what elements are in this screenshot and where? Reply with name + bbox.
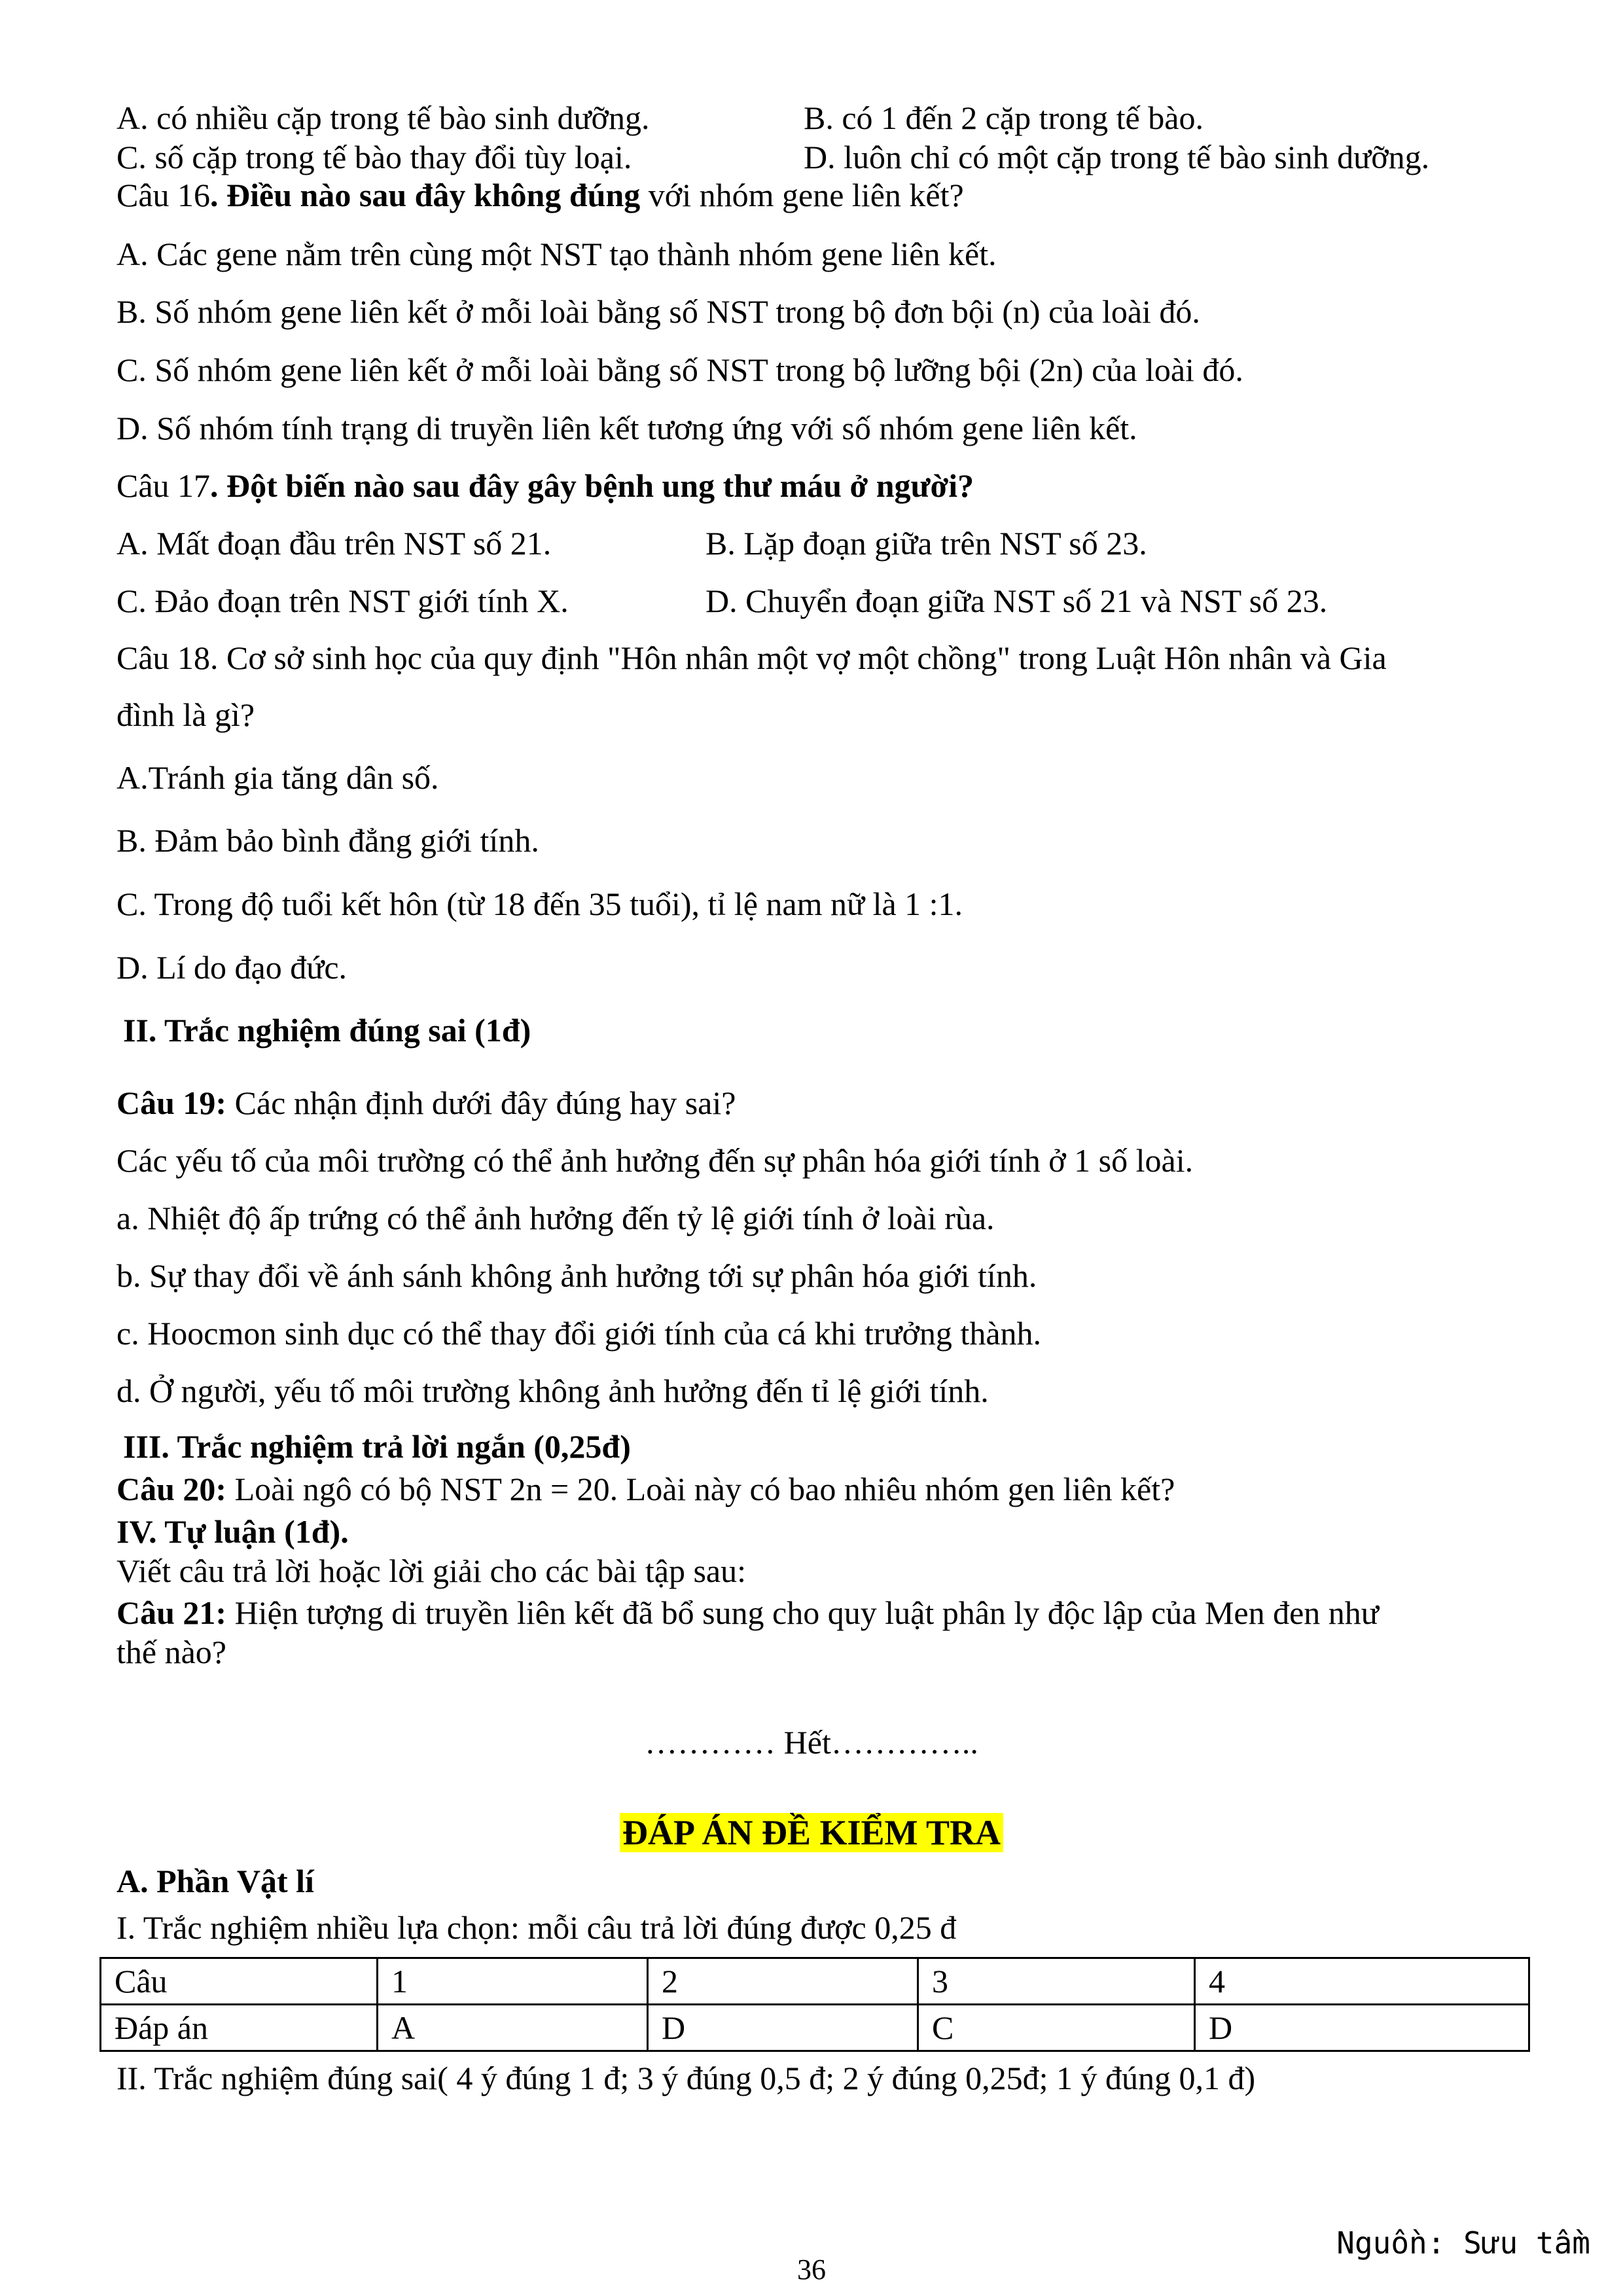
q17-option-d: D. Chuyển đoạn giữa NST số 21 và NST số 23. — [705, 583, 1328, 619]
q19-stem — [116, 1083, 736, 1122]
answer-mc-note: I. Trắc nghiệm nhiều lựa chọn: mỗi câu trả lời đúng được 0,25 đ — [116, 1909, 957, 1946]
answer-table-answer-row — [101, 2005, 1529, 2051]
q18-option-b: B. Đảm bảo bình đẳng giới tính. — [116, 822, 539, 859]
q19-statement-b: b. Sự thay đổi về ánh sánh không ảnh hưởng tới sự phân hóa giới tính. — [116, 1257, 1037, 1294]
q19-prefix: Câu 19: — [116, 1085, 227, 1121]
section-2-title: II. Trắc nghiệm đúng sai (1đ) — [123, 1012, 531, 1049]
answer-key-heading — [0, 1813, 1623, 1853]
section-4-instruction: Viết câu trả lời hoặc lời giải cho các bài tập sau: — [116, 1552, 746, 1589]
q16-stem-after: với nhóm gene liên kết? — [640, 177, 964, 213]
answer-table-header-row — [101, 1958, 1529, 2005]
q18-option-a: A.Tránh gia tăng dân số. — [116, 759, 439, 796]
q19-statement-d: d. Ở người, yếu tố môi trường không ảnh hưởng đến tỉ lệ giới tính. — [116, 1372, 989, 1409]
section-3-title: III. Trắc nghiệm trả lời ngắn (0,25đ) — [123, 1428, 631, 1465]
q16-stem — [116, 175, 964, 215]
q18-stem-line1: Câu 18. Cơ sở sinh học của quy định "Hôn nhân một vợ một chồng" trong Luật Hôn nhân và Gia — [116, 639, 1387, 676]
answer-table-answer-3: C — [918, 2005, 1195, 2051]
q17-stem — [116, 466, 974, 505]
q16-option-d: D. Số nhóm tính trạng di truyền liên kết tương ứng với số nhóm gene liên kết. — [116, 410, 1137, 446]
answer-tf-note: II. Trắc nghiệm đúng sai( 4 ý đúng 1 đ; 3 ý đúng 0,5 đ; 2 ý đúng 0,25đ; 1 ý đúng 0,1 đ) — [116, 2060, 1256, 2096]
q19-statement-a: a. Nhiệt độ ấp trứng có thể ảnh hưởng đến tỷ lệ giới tính ở loài rùa. — [116, 1200, 995, 1236]
answer-table-answer-4: D — [1195, 2005, 1529, 2051]
source-footer: Nguồn: Sưu tầm — [1336, 2225, 1590, 2261]
q15-option-b: B. có 1 đến 2 cặp trong tế bào. — [804, 99, 1204, 136]
page-number: 36 — [797, 2253, 826, 2286]
q19-intro: Các yếu tố của môi trường có thể ảnh hưởng đến sự phân hóa giới tính ở 1 số loài. — [116, 1142, 1194, 1179]
q21-stem-line2: thế nào? — [116, 1634, 226, 1670]
q17-option-b: B. Lặp đoạn giữa trên NST số 23. — [705, 525, 1147, 562]
q20-stem-text: Loài ngô có bộ NST 2n = 20. Loài này có bao nhiêu nhóm gen liên kết? — [226, 1471, 1175, 1507]
answer-key-title: ĐÁP ÁN ĐỀ KIỂM TRA — [620, 1813, 1003, 1852]
q17-stem-text: . Đột biến nào sau đây gây bệnh ung thư máu ở người? — [210, 467, 974, 504]
q18-stem-line2: đình là gì? — [116, 696, 255, 733]
answer-table-answer-1: A — [378, 2005, 648, 2051]
answer-table-question-1: 1 — [378, 1958, 648, 2005]
q16-prefix: Câu 16 — [116, 177, 211, 213]
answer-table-question-3: 3 — [918, 1958, 1195, 2005]
answer-table-header-label: Câu — [101, 1958, 378, 2005]
answer-part-a-title: A. Phần Vật lí — [116, 1863, 314, 1899]
q16-stem-before: . Điều nào sau đây — [210, 177, 474, 213]
q17-prefix: Câu 17 — [116, 467, 211, 504]
q15-option-a: A. có nhiều cặp trong tế bào sinh dưỡng. — [116, 99, 650, 136]
q21-prefix: Câu 21: — [116, 1594, 227, 1631]
q18-option-c: C. Trong độ tuổi kết hôn (từ 18 đến 35 tuổi), tỉ lệ nam nữ là 1 :1. — [116, 886, 963, 922]
q18-option-d: D. Lí do đạo đức. — [116, 949, 348, 986]
end-mark: ………… Hết………….. — [645, 1724, 978, 1761]
answer-table-question-4: 4 — [1195, 1958, 1529, 2005]
q21-stem-line1 — [116, 1593, 1379, 1632]
q15-option-d: D. luôn chỉ có một cặp trong tế bào sinh dưỡng. — [804, 139, 1430, 175]
q16-option-a: A. Các gene nằm trên cùng một NST tạo thành nhóm gene liên kết. — [116, 236, 997, 272]
section-4-title: IV. Tự luận (1đ). — [116, 1513, 349, 1550]
q16-stem-bold: không đúng — [473, 177, 641, 213]
q21-stem-text: Hiện tượng di truyền liên kết đã bổ sung cho quy luật phân ly độc lập của Men đen như — [226, 1594, 1379, 1631]
q20-prefix: Câu 20: — [116, 1471, 227, 1507]
q16-option-b: B. Số nhóm gene liên kết ở mỗi loài bằng số NST trong bộ đơn bội (n) của loài đó. — [116, 293, 1200, 330]
q15-option-c: C. số cặp trong tế bào thay đổi tùy loại. — [116, 139, 632, 175]
answer-table-answer-2: D — [648, 2005, 918, 2051]
q20-stem — [116, 1469, 1175, 1509]
q17-option-a: A. Mất đoạn đầu trên NST số 21. — [116, 525, 552, 562]
q19-statement-c: c. Hoocmon sinh dục có thể thay đổi giới tính của cá khi trưởng thành. — [116, 1315, 1042, 1352]
q17-option-c: C. Đảo đoạn trên NST giới tính X. — [116, 583, 569, 619]
answer-table-answer-label: Đáp án — [101, 2005, 378, 2051]
q16-option-c: C. Số nhóm gene liên kết ở mỗi loài bằng số NST trong bộ lưỡng bội (2n) của loài đó. — [116, 351, 1243, 388]
answer-table-question-2: 2 — [648, 1958, 918, 2005]
answer-table — [99, 1957, 1530, 2052]
q19-stem-text: Các nhận định dưới đây đúng hay sai? — [226, 1085, 736, 1121]
